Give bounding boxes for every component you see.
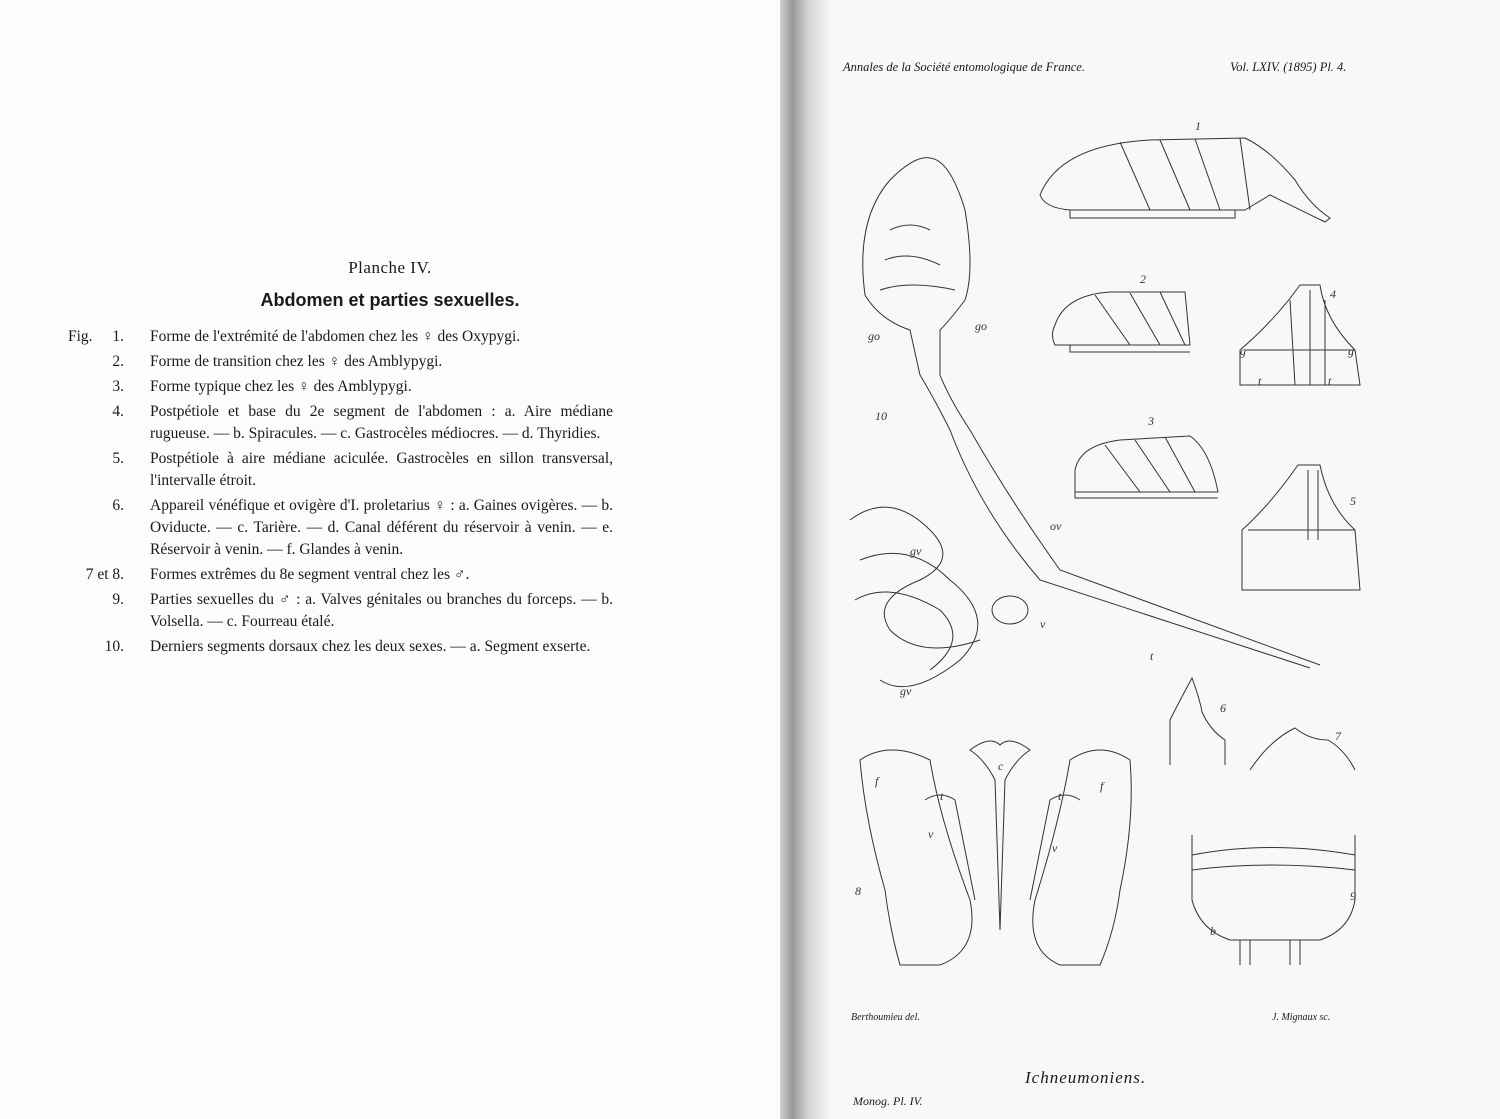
figure-letter-label: v: [1040, 617, 1046, 631]
legend-item: [68, 351, 613, 373]
legend-number: 7 et 8.: [85, 566, 124, 583]
figure-number-label: 2: [1140, 272, 1146, 286]
legend-number: 1.: [112, 328, 124, 345]
legend-text: Forme de l'extrémité de l'abdomen chez les ♀ des Oxypygi.: [150, 328, 521, 345]
legend-number: 6.: [112, 497, 124, 514]
figure-letter-label: c: [998, 759, 1004, 773]
figure-5-drawing: [1242, 465, 1360, 590]
figure-letter-label: gv: [910, 544, 922, 558]
figure-letter-label: f: [1100, 779, 1104, 793]
artist-credit: Berthoumieu del.: [851, 1012, 920, 1023]
legend-number: 9.: [112, 591, 124, 608]
figure-legend: [68, 326, 613, 661]
legend-text: Formes extrêmes du 8e segment ventral chez les ♂.: [150, 566, 470, 583]
plate-footer: Monog. Pl. IV.: [853, 1094, 923, 1108]
plate-caption: Ichneumoniens.: [1025, 1068, 1147, 1087]
figure-letter-label: t: [1150, 649, 1154, 663]
figure-9-drawing: [1192, 835, 1356, 965]
legend-number: 2.: [112, 353, 124, 370]
legend-text: Parties sexuelles du ♂ : a. Valves génitales ou branches du forceps. — b. Volsella. — c. Fourreau étalé.: [150, 591, 613, 630]
figure-7-drawing: [1250, 728, 1355, 770]
book-gutter: [780, 0, 830, 1119]
engraver-credit: J. Mignaux sc.: [1272, 1012, 1331, 1023]
figure-letter-label: go: [868, 329, 880, 343]
legend-item: [68, 589, 613, 633]
legend-text: Forme typique chez les ♀ des Amblypygi.: [150, 378, 412, 395]
legend-number: 5.: [112, 450, 124, 467]
legend-text: Derniers segments dorsaux chez les deux sexes. — a. Segment exserte.: [150, 638, 591, 655]
legend-text: Appareil vénéfique et ovigère d'I. proletarius ♀ : a. Gaines ovigères. — b. Oviducte. — c. Tarière. — d. Canal déférent du réservoir à venin. — e. Réservoir à venin. — f. Glandes à venin.: [150, 497, 613, 558]
legend-number: 3.: [112, 378, 124, 395]
figure-letter-label: t: [1058, 789, 1062, 803]
figure-letter-label: g: [1348, 344, 1354, 358]
figure-number-label: 3: [1148, 414, 1154, 428]
figure-letter-label: gv: [900, 684, 912, 698]
figure-letter-label: v: [928, 827, 934, 841]
figure-letter-label: go: [975, 319, 987, 333]
legend-number: 4.: [112, 403, 124, 420]
figure-letter-label: ov: [1050, 519, 1062, 533]
volume-header: Vol. LXIV. (1895) Pl. 4.: [1230, 60, 1347, 74]
figure-letter-label: v: [1052, 841, 1058, 855]
plate-subtitle: Abdomen et parties sexuelles.: [260, 290, 520, 310]
figure-letter-label: t: [1328, 374, 1332, 388]
figure-number-label: 9: [1350, 889, 1356, 903]
plate-illustration: [830, 100, 1390, 1000]
figure-number-label: 4: [1330, 287, 1336, 301]
figure-2-drawing: [1053, 272, 1191, 352]
figure-number-label: 1: [1195, 119, 1201, 133]
legend-item: [68, 376, 613, 398]
legend-text: Postpétiole et base du 2e segment de l'abdomen : a. Aire médiane rugueuse. — b. Spiracules. — c. Gastrocèles médiocres. — d. Thyridies.: [150, 403, 613, 442]
figure-number-label: 10: [875, 409, 887, 423]
figure-number-label: 7: [1335, 729, 1341, 743]
legend-number: 10.: [104, 638, 124, 655]
legend-text: Forme de transition chez les ♀ des Amblypygi.: [150, 353, 443, 370]
figure-letter-label: g: [1240, 344, 1246, 358]
figure-4-drawing: [1240, 285, 1360, 385]
fig-label: Fig.: [68, 328, 93, 345]
legend-item: [68, 636, 613, 658]
legend-item: [68, 448, 613, 492]
figure-letter-label: t: [940, 789, 944, 803]
figure-letter-label: f: [875, 774, 879, 788]
figure-1-drawing: [1040, 119, 1330, 222]
figure-3-drawing: [1075, 414, 1218, 498]
figure-6-drawing: [1170, 678, 1226, 765]
figure-number-label: 5: [1350, 494, 1356, 508]
figure-number-label: 6: [1220, 701, 1226, 715]
journal-header: Annales de la Société entomologique de France.: [843, 60, 1085, 74]
figure-letter-label: t: [1258, 374, 1262, 388]
legend-item: [68, 495, 613, 561]
legend-text: Postpétiole à aire médiane aciculée. Gastrocèles en sillon transversal, l'intervalle étroit.: [150, 450, 613, 489]
plate-title: Planche IV.: [348, 258, 432, 277]
legend-item: [68, 564, 613, 586]
figure-letter-label: b: [1210, 924, 1216, 938]
figure-number-label: 8: [855, 884, 861, 898]
figure-10-drawing: [850, 158, 1354, 698]
legend-item: [68, 326, 613, 348]
figure-8-drawing: [855, 741, 1131, 965]
legend-item: [68, 401, 613, 445]
